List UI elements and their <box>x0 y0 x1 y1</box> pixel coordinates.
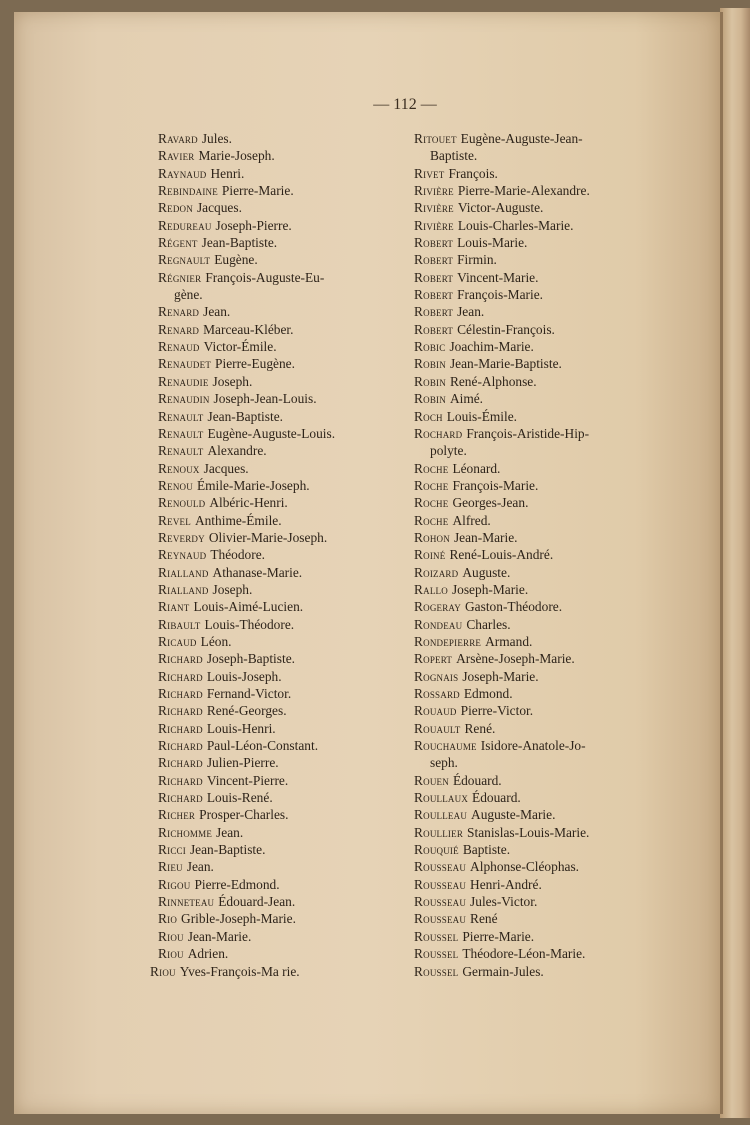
name-entry <box>414 477 654 494</box>
name-entry <box>414 147 654 164</box>
name-entry <box>414 199 654 216</box>
name-entry <box>158 616 408 633</box>
given-names: Édouard. <box>472 790 521 806</box>
surname: Rouchaume <box>414 738 477 754</box>
name-entry <box>414 355 654 372</box>
given-names: René-Alphonse. <box>449 373 537 389</box>
surname: Richard <box>158 703 203 719</box>
given-names: polyte. <box>430 443 467 459</box>
surname: Roullier <box>414 824 464 840</box>
given-names: Anthime-Émile. <box>194 512 282 528</box>
surname: Rousseau <box>414 876 467 892</box>
surname: Renould <box>158 495 206 511</box>
surname: Robert <box>414 287 454 303</box>
name-entry <box>414 390 654 407</box>
given-names: Jean. <box>457 304 485 320</box>
name-entry <box>414 408 654 425</box>
given-names: Pierre-Victor. <box>460 703 534 719</box>
name-entry <box>158 633 408 650</box>
surname: Renard <box>158 304 200 320</box>
surname: Rousseau <box>414 859 467 875</box>
name-entry <box>158 251 408 268</box>
given-names: Jean-Marie. <box>187 928 252 944</box>
surname: Renard <box>158 321 200 337</box>
name-entry <box>158 165 408 182</box>
name-entry <box>158 130 408 147</box>
name-entry <box>158 199 408 216</box>
surname: Roche <box>414 477 449 493</box>
given-names: Jacques. <box>203 460 249 476</box>
given-names: Victor-Émile. <box>203 339 277 355</box>
surname: Ravier <box>158 148 195 164</box>
name-entry <box>414 442 654 459</box>
given-names: Jean-Baptiste. <box>201 235 278 251</box>
name-entry <box>158 477 408 494</box>
name-entry <box>414 165 654 182</box>
surname: Revel <box>158 512 191 528</box>
given-names: Jean. <box>203 304 231 320</box>
surname: Roch <box>414 408 443 424</box>
name-entry <box>158 564 408 581</box>
surname: Rieu <box>158 859 183 875</box>
given-names: Vincent-Marie. <box>457 269 539 285</box>
name-entry <box>158 390 408 407</box>
surname: Roche <box>414 495 449 511</box>
name-entry <box>158 824 408 841</box>
given-names: seph. <box>430 755 458 771</box>
given-names: Prosper-Charles. <box>199 807 289 823</box>
given-names: René-Georges. <box>206 703 287 719</box>
given-names: Aimé. <box>449 391 484 407</box>
given-names: Louis-Charles-Marie. <box>457 217 574 233</box>
name-entry <box>414 512 654 529</box>
given-names: Louis-Henri. <box>206 720 276 736</box>
given-names: Pierre-Eugène. <box>215 356 295 372</box>
right-name-column <box>414 130 654 980</box>
given-names: Louis-Aimé-Lucien. <box>193 599 304 615</box>
given-names: Louis-Joseph. <box>206 668 282 684</box>
given-names: Eugène. <box>214 252 258 268</box>
name-entry <box>414 928 654 945</box>
surname: Rallo <box>414 581 448 597</box>
name-entry <box>158 234 408 251</box>
given-names: Olivier-Marie-Joseph. <box>208 529 328 545</box>
given-names: Isidore-Anatole-Jo- <box>480 738 586 754</box>
given-names: René. <box>464 720 496 736</box>
given-names: Joseph. <box>212 581 253 597</box>
name-entry <box>414 876 654 893</box>
surname: Roussel <box>414 963 459 979</box>
given-names: Édouard. <box>452 772 502 788</box>
surname: Riou <box>150 963 176 979</box>
surname: Riou <box>158 928 184 944</box>
name-entry <box>414 668 654 685</box>
name-entry <box>414 806 654 823</box>
given-names: Eugène-Auguste-Louis. <box>207 425 336 441</box>
surname: Roussel <box>414 946 459 962</box>
given-names: Émile-Marie-Joseph. <box>196 477 310 493</box>
name-entry <box>414 529 654 546</box>
surname: Régent <box>158 235 198 251</box>
given-names: François-Marie. <box>457 287 543 303</box>
surname: Richard <box>158 772 203 788</box>
given-names: Gaston-Théodore. <box>465 599 563 615</box>
surname: Roiné <box>414 547 446 563</box>
given-names: Jean-Marie-Baptiste. <box>449 356 562 372</box>
surname: Rio <box>158 911 178 927</box>
name-entry <box>158 841 408 858</box>
name-entry <box>414 425 654 442</box>
given-names: Théodore-Léon-Marie. <box>462 946 586 962</box>
name-entry <box>158 147 408 164</box>
surname: Rialland <box>158 581 209 597</box>
name-entry <box>158 529 408 546</box>
name-entry <box>414 650 654 667</box>
surname: Reynaud <box>158 547 207 563</box>
name-entry <box>158 373 408 390</box>
name-entry <box>414 182 654 199</box>
surname: Rohon <box>414 529 450 545</box>
surname: Renaudin <box>158 391 210 407</box>
given-names: Grible-Joseph-Marie. <box>181 911 296 927</box>
given-names: Eugène-Auguste-Jean- <box>460 131 583 146</box>
surname: Rochard <box>414 425 463 441</box>
surname: Regnault <box>158 252 211 268</box>
name-entry <box>158 217 408 234</box>
name-entry <box>414 772 654 789</box>
surname: Rousseau <box>414 911 467 927</box>
surname: Redureau <box>158 217 212 233</box>
given-names: Charles. <box>466 616 511 632</box>
given-names: Henri. <box>210 165 245 181</box>
name-entry <box>414 581 654 598</box>
surname: Rouaud <box>414 703 457 719</box>
surname: Rigou <box>158 876 191 892</box>
name-entry <box>158 442 408 459</box>
name-entry <box>158 286 408 303</box>
surname: Rinneteau <box>158 894 215 910</box>
surname: Ricaud <box>158 633 197 649</box>
surname: Ravard <box>158 131 198 146</box>
name-entry <box>414 633 654 650</box>
surname: Richomme <box>158 824 213 840</box>
surname: Rouen <box>414 772 449 788</box>
name-entry <box>414 234 654 251</box>
name-entry <box>414 685 654 702</box>
name-entry <box>158 355 408 372</box>
name-entry <box>158 182 408 199</box>
surname: Régnier <box>158 269 202 285</box>
surname: Richer <box>158 807 196 823</box>
surname: Roussel <box>414 928 459 944</box>
surname: Renou <box>158 477 193 493</box>
name-entry <box>158 408 408 425</box>
name-entry <box>414 945 654 962</box>
given-names: Jean-Baptiste. <box>207 408 283 424</box>
given-names: Jean. <box>186 859 214 875</box>
surname: Roulleau <box>414 807 468 823</box>
given-names: Georges-Jean. <box>452 495 529 511</box>
given-names: Albéric-Henri. <box>209 495 288 511</box>
given-names: Pierre-Marie-Alexandre. <box>457 183 590 199</box>
name-entry <box>158 806 408 823</box>
name-entry <box>158 737 408 754</box>
surname: Rondeau <box>414 616 463 632</box>
name-entry <box>158 460 408 477</box>
name-entry <box>158 702 408 719</box>
given-names: Adrien. <box>187 946 229 962</box>
given-names: Pierre-Marie. <box>462 928 535 944</box>
name-entry <box>414 841 654 858</box>
name-entry <box>414 858 654 875</box>
name-entry <box>158 893 408 910</box>
given-names: François-Auguste-Eu- <box>205 269 325 285</box>
surname: Robin <box>414 356 446 372</box>
name-entry <box>158 512 408 529</box>
surname: Robert <box>414 235 454 251</box>
given-names: Théodore. <box>210 547 265 563</box>
surname: Roche <box>414 460 449 476</box>
name-entry <box>414 303 654 320</box>
name-entry <box>158 928 408 945</box>
surname: Rogeray <box>414 599 462 615</box>
surname: Rivière <box>414 183 454 199</box>
given-names: Louis-Émile. <box>446 408 518 424</box>
given-names: Léon. <box>200 633 232 649</box>
name-entry <box>158 685 408 702</box>
surname: Rousseau <box>414 894 467 910</box>
surname: Robic <box>414 339 446 355</box>
given-names: Germain-Jules. <box>462 963 544 979</box>
surname: Richard <box>158 651 203 667</box>
name-entry <box>158 321 408 338</box>
given-names: Stanislas-Louis-Marie. <box>467 824 590 840</box>
name-entry <box>158 668 408 685</box>
surname: Rouquié <box>414 842 459 858</box>
surname: Rivière <box>414 200 454 216</box>
given-names: Jules-Victor. <box>470 894 538 910</box>
given-names: François-Marie. <box>452 477 539 493</box>
given-names: Auguste-Marie. <box>471 807 556 823</box>
surname: Richard <box>158 668 203 684</box>
given-names: Julien-Pierre. <box>206 755 279 771</box>
name-entry <box>414 338 654 355</box>
name-entry <box>414 564 654 581</box>
given-names: Alphonse-Cléophas. <box>470 859 580 875</box>
given-names: Louis-Théodore. <box>204 616 295 632</box>
name-entry <box>414 598 654 615</box>
name-entry <box>414 893 654 910</box>
name-entry <box>150 963 408 980</box>
surname: Raynaud <box>158 165 207 181</box>
given-names: Marceau-Kléber. <box>203 321 294 337</box>
name-entry <box>414 910 654 927</box>
given-names: Jean-Baptiste. <box>189 842 266 858</box>
name-entry <box>158 581 408 598</box>
surname: Rondepierre <box>414 633 482 649</box>
name-entry <box>414 824 654 841</box>
given-names: François-Aristide-Hip- <box>466 425 590 441</box>
given-names: Célestin-François. <box>457 321 555 337</box>
surname: Roche <box>414 512 449 528</box>
given-names: René-Louis-André. <box>449 547 554 563</box>
surname: Robert <box>414 269 454 285</box>
name-entry <box>158 546 408 563</box>
name-entry <box>414 789 654 806</box>
given-names: Edmond. <box>463 686 513 701</box>
name-entry <box>414 373 654 390</box>
given-names: Joseph-Jean-Louis. <box>213 391 317 407</box>
surname: Richard <box>158 755 203 771</box>
surname: Rossard <box>414 686 460 701</box>
given-names: Paul-Léon-Constant. <box>206 738 319 754</box>
given-names: Vincent-Pierre. <box>206 772 289 788</box>
given-names: Pierre-Edmond. <box>194 876 280 892</box>
surname: Ribault <box>158 616 201 632</box>
name-entry <box>414 546 654 563</box>
given-names: Joseph-Pierre. <box>215 217 292 233</box>
surname: Robert <box>414 321 454 337</box>
surname: Richard <box>158 720 203 736</box>
surname: Robin <box>414 373 446 389</box>
name-entry <box>414 217 654 234</box>
surname: Ritouet <box>414 131 457 146</box>
page-number: — 112 — <box>373 96 437 113</box>
name-entry <box>158 945 408 962</box>
given-names: Jacques. <box>196 200 242 216</box>
name-entry <box>414 321 654 338</box>
name-entry <box>158 303 408 320</box>
surname: Ropert <box>414 651 453 667</box>
given-names: François. <box>448 165 498 181</box>
given-names: Marie-Joseph. <box>198 148 275 164</box>
surname: Robert <box>414 252 454 268</box>
given-names: Joachim-Marie. <box>449 339 534 355</box>
surname: Redon <box>158 200 193 216</box>
surname: Rivière <box>414 217 454 233</box>
surname: Roizard <box>414 564 459 580</box>
left-name-column <box>150 130 408 980</box>
name-entry <box>414 737 654 754</box>
name-entry <box>414 460 654 477</box>
name-entry <box>158 772 408 789</box>
given-names: Athanase-Marie. <box>212 564 303 580</box>
given-names: Firmin. <box>457 252 497 268</box>
given-names: Armand. <box>485 633 533 649</box>
surname: Richard <box>158 790 203 806</box>
name-entry <box>414 963 654 980</box>
given-names: Pierre-Marie. <box>221 183 294 199</box>
given-names: Joseph-Marie. <box>451 581 529 597</box>
given-names: Joseph. <box>212 373 253 389</box>
name-entry <box>158 754 408 771</box>
given-names: gène. <box>174 287 203 303</box>
given-names: Henri-André. <box>470 876 542 892</box>
name-entry <box>158 338 408 355</box>
name-entry <box>414 720 654 737</box>
binding-fold <box>720 12 723 1114</box>
name-entry <box>158 876 408 893</box>
surname: Robert <box>414 304 454 320</box>
surname: Renaudie <box>158 373 209 389</box>
given-names: Arsène-Joseph-Marie. <box>456 651 575 667</box>
name-entry <box>414 616 654 633</box>
given-names: Alexandre. <box>207 443 267 459</box>
surname: Riou <box>158 946 184 962</box>
surname: Renault <box>158 408 204 424</box>
name-entry <box>158 269 408 286</box>
name-entry <box>158 910 408 927</box>
name-entry <box>414 130 654 147</box>
given-names: Baptiste. <box>462 842 511 858</box>
surname: Renault <box>158 425 204 441</box>
given-names: René <box>470 911 498 927</box>
surname: Rognais <box>414 668 459 684</box>
surname: Roullaux <box>414 790 469 806</box>
surname: Reverdy <box>158 529 205 545</box>
surname: Robin <box>414 391 446 407</box>
surname: Richard <box>158 738 203 754</box>
name-entry <box>158 494 408 511</box>
name-entry <box>158 720 408 737</box>
given-names: Fernand-Victor. <box>206 686 292 701</box>
given-names: Louis-Marie. <box>457 235 528 251</box>
given-names: Joseph-Baptiste. <box>206 651 295 667</box>
surname: Rialland <box>158 564 209 580</box>
surname: Renaud <box>158 339 200 355</box>
name-entry <box>414 251 654 268</box>
name-entry <box>158 425 408 442</box>
name-entry <box>414 494 654 511</box>
name-entry <box>158 650 408 667</box>
name-entry <box>414 702 654 719</box>
given-names: Léonard. <box>452 460 501 476</box>
given-names: Joseph-Marie. <box>462 668 539 684</box>
surname: Renoux <box>158 460 200 476</box>
name-entry <box>414 754 654 771</box>
given-names: Jules. <box>201 131 232 146</box>
given-names: Yves-François-Ma rie. <box>179 963 300 979</box>
name-entry <box>158 598 408 615</box>
given-names: Alfred. <box>452 512 491 528</box>
name-entry <box>158 789 408 806</box>
given-names: Jean. <box>216 824 244 840</box>
given-names: Auguste. <box>462 564 511 580</box>
given-names: Louis-René. <box>206 790 273 806</box>
given-names: Jean-Marie. <box>453 529 518 545</box>
surname: Richard <box>158 686 203 701</box>
name-entry <box>414 269 654 286</box>
name-entry <box>414 286 654 303</box>
name-entry <box>158 858 408 875</box>
surname: Ricci <box>158 842 186 858</box>
given-names: Victor-Auguste. <box>457 200 544 216</box>
surname: Renault <box>158 443 204 459</box>
surname: Riant <box>158 599 190 615</box>
given-names: Édouard-Jean. <box>218 894 296 910</box>
page-edge <box>720 8 750 1118</box>
surname: Renaudet <box>158 356 212 372</box>
surname: Rouault <box>414 720 461 736</box>
surname: Rebindaine <box>158 183 218 199</box>
given-names: Baptiste. <box>430 148 478 164</box>
surname: Rivet <box>414 165 445 181</box>
